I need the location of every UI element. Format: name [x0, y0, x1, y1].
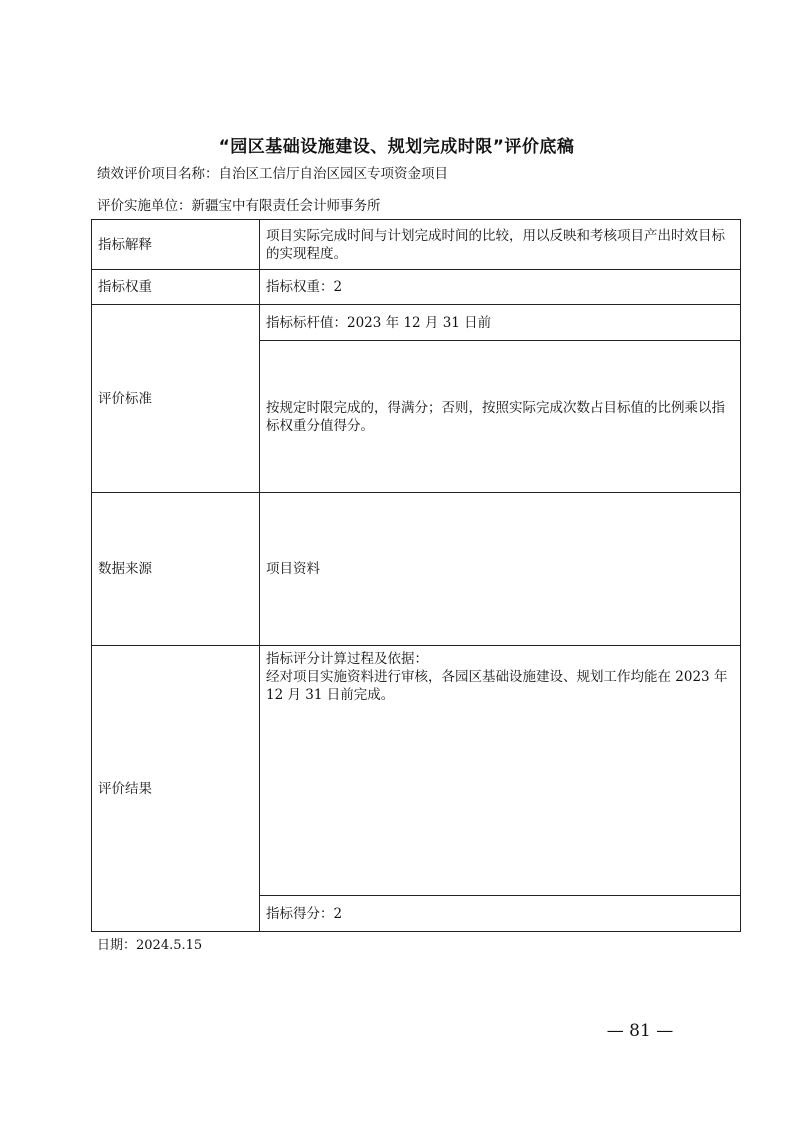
evaluation-result-label: 评价结果: [92, 646, 260, 932]
indicator-score: 指标得分：2: [260, 896, 741, 932]
evaluation-table: [91, 219, 741, 932]
row-data-source: [92, 493, 741, 646]
page-number: — 81 —: [606, 1021, 674, 1041]
date-line: 日期：2024.5.15: [97, 938, 203, 953]
row-evaluation-standard: [92, 305, 741, 341]
evaluation-rule-text: 按规定时限完成的，得满分；否则，按照实际完成次数占目标值的比例乘以指标权重分值得分。: [260, 341, 741, 493]
evaluation-process-text: 经对项目实施资料进行审核，各园区基础设施建设、规划工作均能在 2023 年 12 月 31 日前完成。: [266, 669, 728, 703]
data-source-label: 数据来源: [92, 493, 260, 646]
indicator-weight-text: 指标权重：2: [260, 270, 741, 305]
benchmark-value: 指标标杆值：2023 年 12 月 31 日前: [260, 305, 741, 341]
indicator-explanation-text: 项目实际完成时间与计划完成时间的比较，用以反映和考核项目产出时效目标的实现程度。: [260, 220, 741, 270]
evaluation-process-cell: [260, 646, 741, 896]
indicator-explanation-label: 指标解释: [92, 220, 260, 270]
row-indicator-explanation: [92, 220, 741, 270]
evaluation-unit-line: 评价实施单位：新疆宝中有限责任会计师事务所: [97, 198, 381, 214]
indicator-weight-label: 指标权重: [92, 270, 260, 305]
project-name-line: 绩效评价项目名称：自治区工信厅自治区园区专项资金项目: [97, 166, 448, 182]
evaluation-process-heading: 指标评分计算过程及依据：: [266, 651, 428, 667]
evaluation-standard-label: 评价标准: [92, 305, 260, 493]
row-indicator-weight: [92, 270, 741, 305]
data-source-text: 项目资料: [260, 493, 741, 646]
row-evaluation-result: [92, 646, 741, 896]
document-title: “园区基础设施建设、规划完成时限”评价底稿: [218, 137, 575, 157]
